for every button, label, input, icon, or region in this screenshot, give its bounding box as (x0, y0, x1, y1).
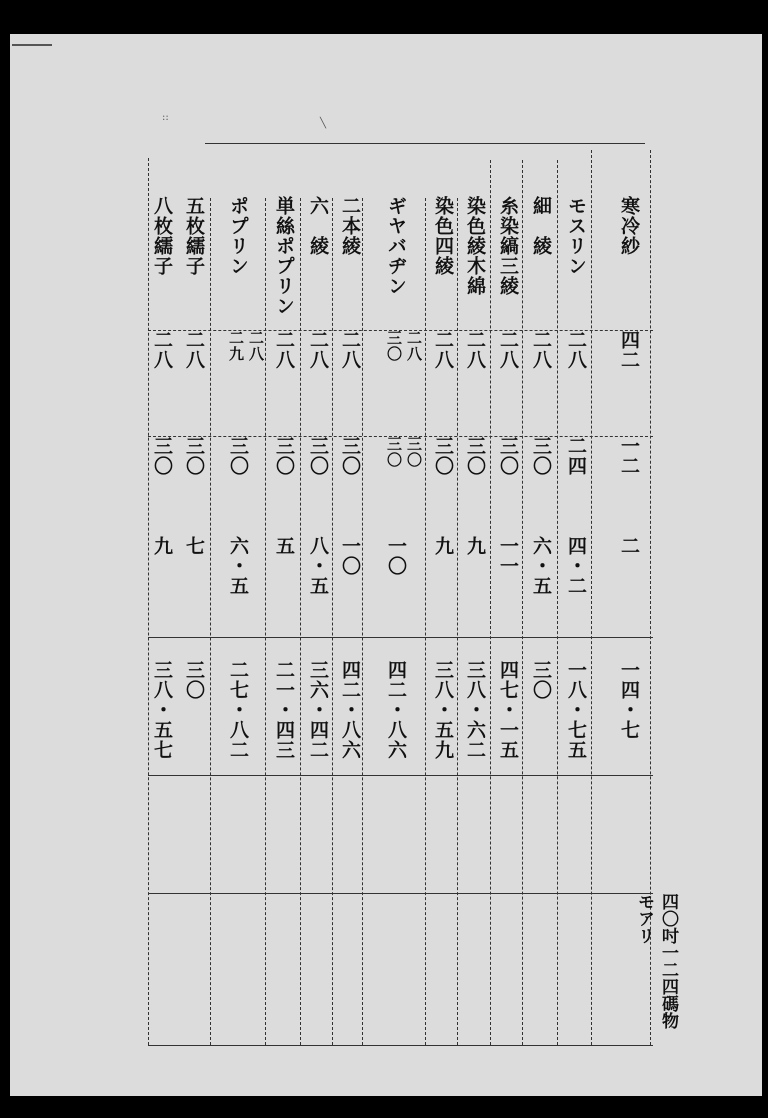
row-value-width: 三〇 (339, 436, 361, 476)
remark-note: 四〇吋一二四碼物モアリ (634, 893, 678, 1029)
row-value-length: 七 (183, 536, 205, 556)
row-value-count: 二八 二九 (227, 330, 265, 362)
row-value-count: 二八 (151, 330, 173, 370)
row-value-count: 二八 (432, 330, 454, 370)
row-value-weight: 三〇 (183, 660, 205, 700)
row-name: ポプリン (227, 196, 249, 276)
row-name: 染色四綾 (432, 196, 454, 276)
row-value-weight: 三八・六二 (464, 660, 486, 760)
row-value-width: 三〇 (273, 436, 295, 476)
row-value-length: 八・五 (307, 536, 329, 596)
row-value-count: 二八 (273, 330, 295, 370)
row-value-weight: 四二・八六 (385, 660, 407, 760)
row-value-width: 三〇 (183, 436, 205, 476)
table-rule-3 (148, 637, 653, 638)
column-rule (265, 198, 266, 1045)
row-value-length: 九 (432, 536, 454, 556)
row-name: モスリン (565, 196, 587, 276)
row-value-length: 一〇 (339, 536, 361, 576)
row-name: ギヤバヂン (385, 196, 407, 296)
row-value-weight: 二七・八二 (227, 660, 249, 760)
row-value-width: 三〇 三〇 (385, 436, 423, 468)
row-name: 寒冷紗 (618, 196, 640, 256)
scan-edge-mark (12, 44, 52, 46)
row-value-width: 一二 (618, 436, 640, 476)
row-value-weight: 三八・五七 (151, 660, 173, 760)
row-value-length: 五 (273, 536, 295, 556)
row-value-width: 三〇 (151, 436, 173, 476)
row-value-length: 六・五 (530, 536, 552, 596)
scan-mark: ╲ (320, 118, 327, 129)
column-rule (210, 198, 211, 1045)
table-top-rule (205, 143, 645, 144)
scan-mark: :: (162, 112, 169, 123)
row-value-width: 三〇 (432, 436, 454, 476)
row-value-width: 三〇 (307, 436, 329, 476)
row-name: 細 綾 (530, 196, 552, 256)
row-value-width: 三〇 (227, 436, 249, 476)
row-value-length: 六・五 (227, 536, 249, 596)
row-value-length: 一〇 (385, 536, 407, 576)
row-value-length: 一一 (497, 536, 519, 576)
row-value-width: 三〇 (530, 436, 552, 476)
row-name: 八枚繻子 (151, 196, 173, 276)
row-value-count: 二八 (307, 330, 329, 370)
row-value-count: 二八 (339, 330, 361, 370)
row-value-weight: 四二・八六 (339, 660, 361, 760)
row-value-width: 三〇 (497, 436, 519, 476)
row-value-count: 四二 (618, 330, 640, 370)
column-rule (557, 160, 558, 1045)
row-value-count: 二八 (183, 330, 205, 370)
row-value-weight: 二一・四三 (273, 660, 295, 760)
row-value-length: 九 (464, 536, 486, 556)
table-rule-5 (148, 893, 653, 894)
row-value-weight: 三八・五九 (432, 660, 454, 760)
table-bottom-rule (148, 1045, 653, 1046)
row-value-length: 九 (151, 536, 173, 556)
row-value-weight: 四七・一五 (497, 660, 519, 760)
row-value-count: 二八 三〇 (385, 330, 423, 362)
row-value-weight: 一八・七五 (565, 660, 587, 760)
row-value-length: 二 (618, 536, 640, 556)
row-value-length: 四・二 (565, 536, 587, 596)
column-rule (425, 198, 426, 1045)
row-value-count: 二八 (565, 330, 587, 370)
row-value-width: 三〇 (464, 436, 486, 476)
row-value-weight: 三六・四二 (307, 660, 329, 760)
row-name: 二本綾 (339, 196, 361, 256)
column-rule (300, 198, 301, 1045)
row-name: 単絲ポプリン (273, 196, 295, 316)
row-value-count: 二八 (464, 330, 486, 370)
row-value-count: 二八 (497, 330, 519, 370)
row-name: 六 綾 (307, 196, 329, 256)
row-name: 糸染縞三綾 (497, 196, 519, 296)
row-value-width: 二四 (565, 436, 587, 476)
row-name: 五枚繻子 (183, 196, 205, 276)
row-value-weight: 三〇 (530, 660, 552, 700)
row-value-count: 二八 (530, 330, 552, 370)
row-name: 染色綾木綿 (464, 196, 486, 296)
row-value-weight: 一四・七 (618, 660, 640, 740)
